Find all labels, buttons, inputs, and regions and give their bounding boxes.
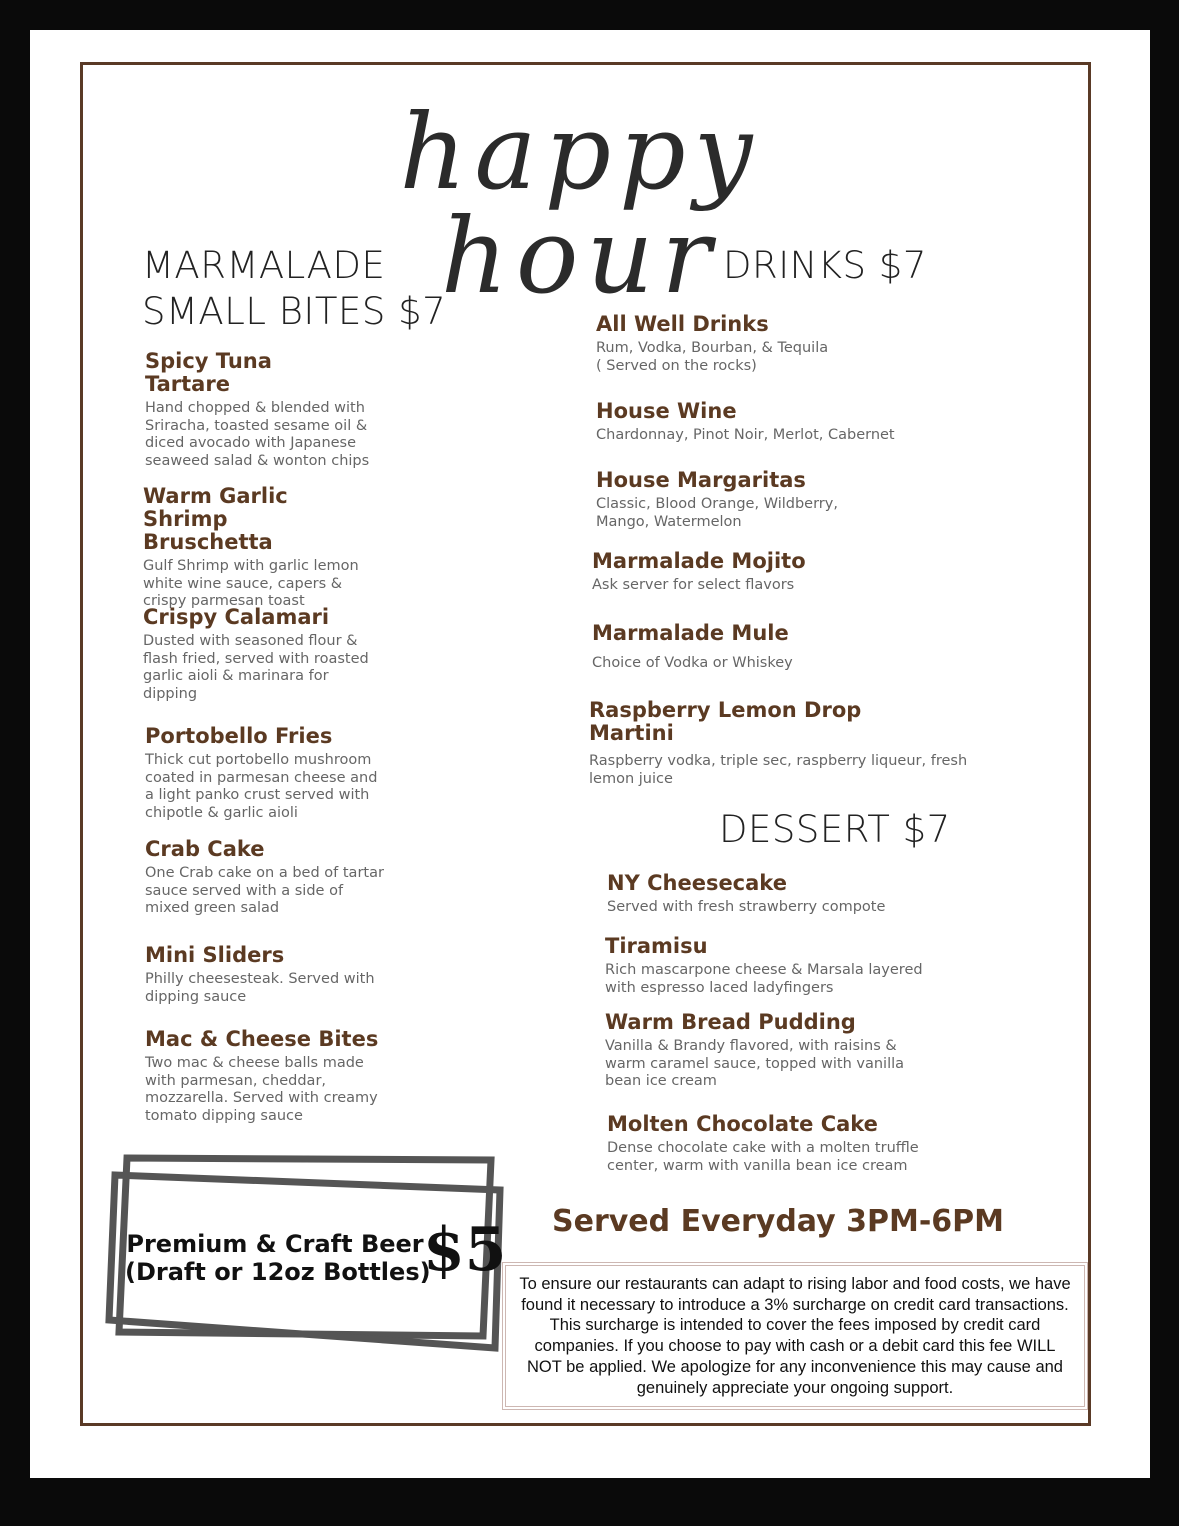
- beer-line1: Premium & Craft Beer: [126, 1230, 424, 1258]
- item-description: Dense chocolate cake with a molten truffle center, warm with vanilla bean ice cream: [607, 1140, 919, 1174]
- item-description: Hand chopped & blended with Sriracha, toasted sesame oil & diced avocado with Japanese seaweed salad & wonton chips: [145, 400, 370, 469]
- item-description: Thick cut portobello mushroom coated in parmesan cheese and a light panko crust served with chipotle & garlic aioli: [145, 752, 378, 821]
- item-description: Philly cheesesteak. Served with dipping sauce: [145, 971, 375, 1005]
- item-description: Dusted with seasoned flour & flash fried, served with roasted garlic aioli & marinara for dipping: [143, 633, 369, 702]
- item-description: Ask server for select flavors: [592, 577, 795, 593]
- beer-line2: (Draft or 12oz Bottles): [125, 1258, 431, 1286]
- item-name: Crab Cake: [145, 837, 265, 861]
- item-description: Rum, Vodka, Bourban, & Tequila ( Served on the rocks): [596, 340, 829, 374]
- item-description: Rich mascarpone cheese & Marsala layered with espresso laced ladyfingers: [605, 962, 923, 996]
- dessert-item-cheesecake: [607, 872, 967, 917]
- item-name: Crispy Calamari: [143, 605, 330, 629]
- item-name: Molten Chocolate Cake: [607, 1112, 878, 1136]
- item-name: All Well Drinks: [596, 312, 769, 336]
- bite-item-crab-cake: [145, 838, 385, 918]
- item-name: Warm Garlic Shrimp Bruschetta: [143, 484, 288, 554]
- drink-item-lemon-drop: [589, 699, 984, 788]
- item-name: Tiramisu: [605, 934, 708, 958]
- item-name: Mini Sliders: [145, 943, 285, 967]
- drink-item-mule: [592, 622, 972, 673]
- item-description: Served with fresh strawberry compote: [607, 899, 886, 915]
- item-description: Raspberry vodka, triple sec, raspberry liqueur, fresh lemon juice: [589, 753, 968, 787]
- surcharge-notice: [502, 1262, 1088, 1410]
- bite-item-calamari: [143, 606, 383, 703]
- bite-item-mac-cheese: [145, 1028, 395, 1125]
- item-description: Chardonnay, Pinot Noir, Merlot, Cabernet: [596, 427, 895, 443]
- bite-item-shrimp-bruschetta: [143, 485, 378, 611]
- bite-item-mini-sliders: [145, 944, 385, 1006]
- item-description: Two mac & cheese balls made with parmesan, cheddar, mozzarella. Served with creamy tomato dipping sauce: [145, 1055, 378, 1124]
- bite-item-spicy-tuna: [145, 350, 385, 470]
- beer-box: [105, 1140, 505, 1355]
- item-description: Choice of Vodka or Whiskey: [592, 655, 793, 671]
- item-name: Warm Bread Pudding: [605, 1010, 856, 1034]
- beer-text: [125, 1230, 431, 1286]
- drink-item-house-wine: [596, 400, 976, 445]
- drink-item-mojito: [592, 550, 972, 595]
- drink-item-well-drinks: [596, 313, 976, 375]
- item-name: House Margaritas: [596, 468, 806, 492]
- bites-heading: [142, 243, 446, 335]
- item-description: Vanilla & Brandy flavored, with raisins & warm caramel sauce, topped with vanilla bean ice cream: [605, 1038, 905, 1089]
- drink-item-margaritas: [596, 469, 976, 531]
- drinks-heading: DRINKS $7: [723, 244, 927, 287]
- bites-heading-line2: SMALL BITES $7: [142, 290, 447, 333]
- served-hours: Served Everyday 3PM-6PM: [552, 1204, 1004, 1239]
- item-description: Classic, Blood Orange, Wildberry, Mango, Watermelon: [596, 496, 838, 530]
- dessert-item-molten-cake: [607, 1113, 947, 1175]
- item-name: NY Cheesecake: [607, 871, 787, 895]
- bites-heading-line1: MARMALADE: [142, 244, 386, 287]
- dessert-item-bread-pudding: [605, 1011, 925, 1091]
- page-title: happy hour: [399, 91, 761, 317]
- item-description: One Crab cake on a bed of tartar sauce served with a side of mixed green salad: [145, 865, 384, 916]
- item-name: Spicy Tuna Tartare: [145, 349, 272, 396]
- item-name: Portobello Fries: [145, 724, 333, 748]
- item-name: Marmalade Mojito: [592, 549, 806, 573]
- item-name: Mac & Cheese Bites: [145, 1027, 379, 1051]
- item-name: House Wine: [596, 399, 737, 423]
- item-name: Raspberry Lemon Drop Martini: [589, 698, 862, 745]
- bite-item-portobello-fries: [145, 725, 385, 822]
- dessert-heading: DESSERT $7: [719, 808, 951, 851]
- item-name: Marmalade Mule: [592, 621, 789, 645]
- dessert-item-tiramisu: [605, 935, 945, 997]
- beer-price: $5: [423, 1215, 507, 1285]
- surcharge-text: To ensure our restaurants can adapt to rising labor and food costs, we have found it necessary to introduce a 3% surcharge on credit card transactions. This surcharge is intended to cover the fees imposed by credit card companies. If you choose to pay with cash or a debit card this fee WILL NOT be applied. We apologize for any inconvenience this may cause and genuinely appreciate your ongoing support.: [519, 1275, 1071, 1397]
- item-description: Gulf Shrimp with garlic lemon white wine sauce, capers & crispy parmesan toast: [143, 558, 359, 609]
